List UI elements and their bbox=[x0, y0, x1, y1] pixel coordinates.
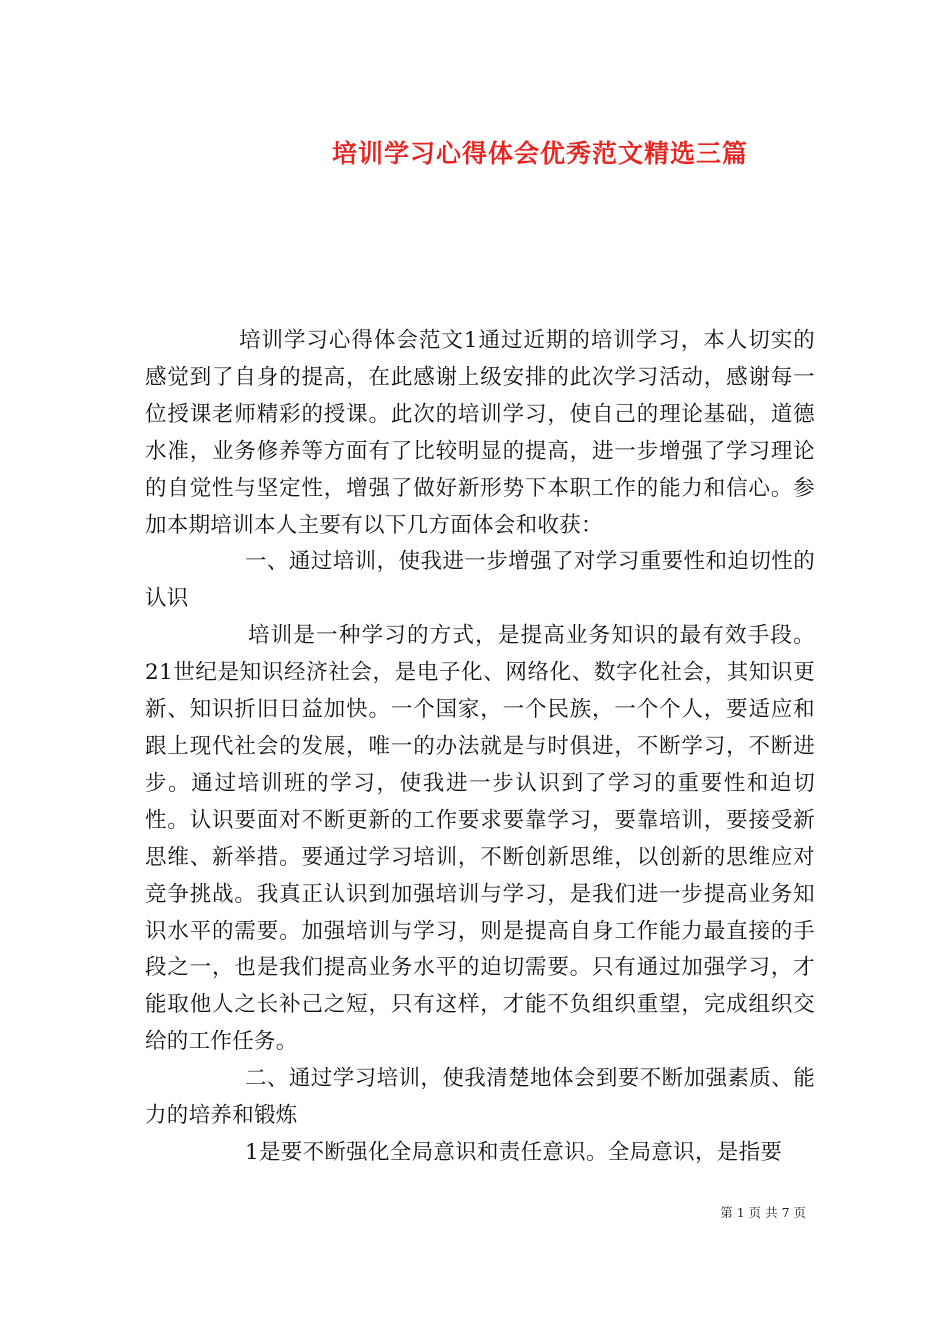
section-heading-2: 二、通过学习培训，使我清楚地体会到要不断加强素质、能力的培养和锻炼 bbox=[145, 1066, 815, 1129]
paragraph-section-2: 1是要不断强化全局意识和责任意识。全局意识，是指要 bbox=[245, 1139, 783, 1165]
document-body bbox=[145, 323, 815, 1172]
section-heading-1: 一、通过培训，使我进一步增强了对学习重要性和迫切性的认识 bbox=[145, 549, 815, 612]
paragraph-section-1: 培训是一种学习的方式，是提高业务知识的最有效手段。21世纪是知识经济社会，是电子化、网络化、数字化社会，其知识更新、知识折旧日益加快。一个国家，一个民族，一个个人，要适应和跟上现代社会的发展，唯一的办法就是与时俱进，不断学习，不断进步。通过培训班的学习，使我进一步认识到了学习的重要性和迫切性。认识要面对不断更新的工作要求要靠学习，要靠培训，要接受新思维、新举措。要通过学习培训，不断创新思维，以创新的思维应对竞争挑战。我真正认识到加强培训与学习，是我们进一步提高业务知识水平的需要。加强培训与学习，则是提高自身工作能力最直接的手段之一，也是我们提高业务水平的迫切需要。只有通过加强学习，才能取他人之长补己之短，只有这样，才能不负组织重望，完成组织交给的工作任务。 bbox=[145, 623, 815, 1055]
page-number-footer: 第 1 页 共 7 页 bbox=[720, 1205, 806, 1220]
document-title: 培训学习心得体会优秀范文精选三篇 bbox=[331, 139, 748, 168]
paragraph-intro: 培训学习心得体会范文1通过近期的培训学习，本人切实的感觉到了自身的提高，在此感谢上级安排的此次学习活动，感谢每一位授课老师精彩的授课。此次的培训学习，使自己的理论基础，道德水准，业务修养等方面有了比较明显的提高，进一步增强了学习理论的自觉性与坚定性，增强了做好新形势下本职工作的能力和信心。参加本期培训本人主要有以下几方面体会和收获： bbox=[145, 328, 815, 538]
